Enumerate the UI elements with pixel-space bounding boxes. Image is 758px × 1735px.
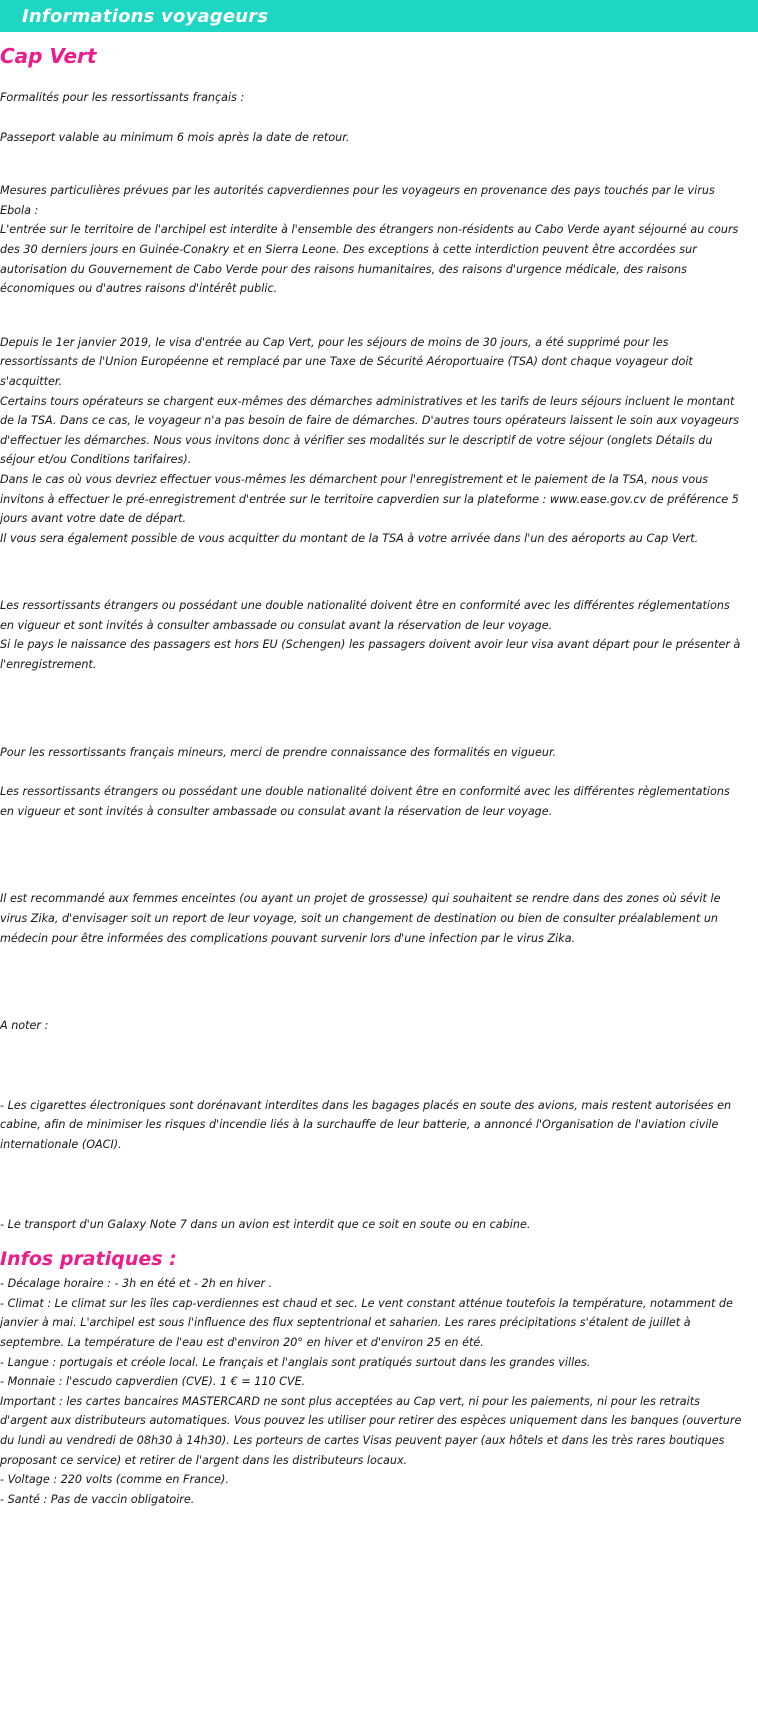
infos-pratiques-item: Important : les cartes bancaires MASTERCARD ne sont plus acceptées au Cap vert, ni pour les paiements, ni pour les retraits d'argent aux distributeurs automatiques. Vous pouvez les utiliser pour retirer des espèces uniquement dans les banques (ouverture du lundi au vendredi de 08h30 à 14h30). Les porteurs de cartes Visas peuvent payer (aux hôtels et dans les très rares boutiques proposant ce service) et retirer de l'argent dans les distributeurs locaux. (0, 1394, 742, 1467)
infos-pratiques-item: - Climat : Le climat sur les îles cap-verdiennes est chaud et sec. Le vent constant atténue toutefois la température, notamment de janvier à mai. L'archipel est sous l'influence des flux septentrional et saharien. Les rares précipitations s'étalent de juillet à septembre. La température de l'eau est d'environ 20° en hiver et d'environ 25 en été. (0, 1296, 733, 1349)
paragraph-etrangers-2: Les ressortissants étrangers ou possédant une double nationalité doivent être en conformité avec les différentes règlementations en vigueur et sont invités à consulter ambassade ou consulat avant la réservation de leur voyage. (0, 785, 730, 818)
spacer (0, 675, 746, 723)
spacer (0, 762, 746, 782)
spacer (0, 821, 746, 869)
spacer (0, 996, 746, 1016)
paragraph-cigarettes: - Les cigarettes électroniques sont dorénavant interdites dans les bagages placés en soute des avions, mais restent autorisées en cabine, afin de minimiser les risques d'incendie liés à la surchauffe de leur batterie, a annoncé l'Organisation de l'aviation civile internationale (OACI). (0, 1098, 732, 1151)
spacer (0, 147, 746, 181)
paragraph-formalites-intro: Formalités pour les ressortissants français : (0, 91, 245, 104)
spacer (0, 723, 746, 743)
paragraph-pre-enregistrement: Dans le cas où vous devriez effectuer vous-mêmes les démarchent pour l'enregistrement et le paiement de la TSA, nous vous invitons à effectuer le pré-enregistrement d'entrée sur le territoire capverdien sur la plateforme : www.ease.gov.cv de préférence 5 jours avant votre date de départ. (0, 472, 739, 526)
infos-pratiques-item: - Santé : Pas de vaccin obligatoire. (0, 1492, 195, 1506)
spacer (0, 1036, 746, 1084)
spacer (0, 108, 746, 128)
paragraph-passeport: Passeport valable au minimum 6 mois après la date de retour. (0, 130, 350, 144)
paragraph-a-noter: A noter : (0, 1019, 49, 1033)
spacer (0, 299, 746, 333)
paragraph-schengen: Si le pays le naissance des passagers est hors EU (Schengen) les passagers doivent avoir leur visa avant départ pour le présenter à l'enregistrement. (0, 638, 741, 672)
page-title: Informations voyageurs (22, 5, 269, 27)
paragraph-mineurs: Pour les ressortissants français mineurs, merci de prendre connaissance des formalités en vigueur. (0, 745, 557, 759)
paragraph-visa-tsa: Depuis le 1er janvier 2019, le visa d'entrée au Cap Vert, pour les séjours de moins de 30 jours, a été supprimé pour les ressortissants de l'Union Européenne et remplacé par une Taxe de Sécurité Aéroportuaire (TSA) dont chaque voyageur doit s'acquitter. (0, 335, 693, 388)
paragraph-zika: Il est recommandé aux femmes enceintes (ou ayant un projet de grossesse) qui souhaitent se rendre dans des zones où sévit le virus Zika, d'envisager soit un report de leur voyage, soit un changement de destination ou bien de consulter préalablement un médecin pour être informées des complications pouvant survenir lors d'une infection par le virus Zika. (0, 892, 721, 945)
spacer (0, 68, 746, 88)
infos-pratiques-item: - Langue : portugais et créole local. Le français et l'anglais sont pratiqués surtout dans les grandes villes. (0, 1355, 591, 1369)
destination-title: Cap Vert (0, 44, 97, 68)
spacer (0, 869, 746, 889)
infos-pratiques-item: - Décalage horaire : - 3h en été et - 2h en hiver . (0, 1277, 273, 1291)
paragraph-galaxy-note: - Le transport d'un Galaxy Note 7 dans un avion est interdit que ce soit en soute ou en cabine. (0, 1217, 531, 1231)
paragraph-paiement-arrivee: Il vous sera également possible de vous acquitter du montant de la TSA à votre arrivée dans l'un des aéroports au Cap Vert. (0, 531, 699, 545)
infos-pratiques-title: Infos pratiques : (0, 1248, 177, 1271)
spacer (0, 948, 746, 996)
paragraph-ebola-title: Mesures particulières prévues par les autorités capverdiennes pour les voyageurs en provenance des pays touchés par le virus Ebola : (0, 184, 715, 217)
document-content (0, 44, 758, 1529)
spacer (0, 1203, 746, 1215)
paragraph-tour-operateurs: Certains tours opérateurs se chargent eux-mêmes des démarches administratives et les tarifs de leurs séjours incluent le montant de la TSA. Dans ce cas, le voyageur n'a pas besoin de faire de démarches. D'autres tours opérateurs laissent le soin aux voyageurs d'effectuer les démarches. Nous vous invitons donc à vérifier ses modalités sur le descriptif de votre séjour (onglets Détails du séjour et/ou Conditions tarifaires). (0, 394, 739, 467)
paragraph-etrangers-1: Les ressortissants étrangers ou possédant une double nationalité doivent être en conformité avec les différentes réglementations en vigueur et sont invités à consulter ambassade ou consulat avant la réservation de leur voyage. (0, 599, 730, 632)
infos-pratiques-item: - Voltage : 220 volts (comme en France). (0, 1473, 229, 1487)
spacer (0, 548, 746, 596)
infos-pratiques-item: - Monnaie : l'escudo capverdien (CVE). 1 € = 110 CVE. (0, 1375, 306, 1389)
paragraph-ebola-text: L'entrée sur le territoire de l'archipel est interdite à l'ensemble des étrangers non-résidents au Cabo Verde ayant séjourné au cours des 30 derniers jours en Guinée-Conakry et en Sierra Leone. Des exceptions à cette interdiction peuvent être accordées sur autorisation du Gouvernement de Cabo Verde pour des raisons humanitaires, des raisons d'urgence médicale, des raisons économiques ou d'autres raisons d'intérêt public. (0, 223, 739, 296)
spacer (0, 1155, 746, 1203)
spacer (0, 1084, 746, 1096)
document-header-bar (0, 0, 758, 32)
